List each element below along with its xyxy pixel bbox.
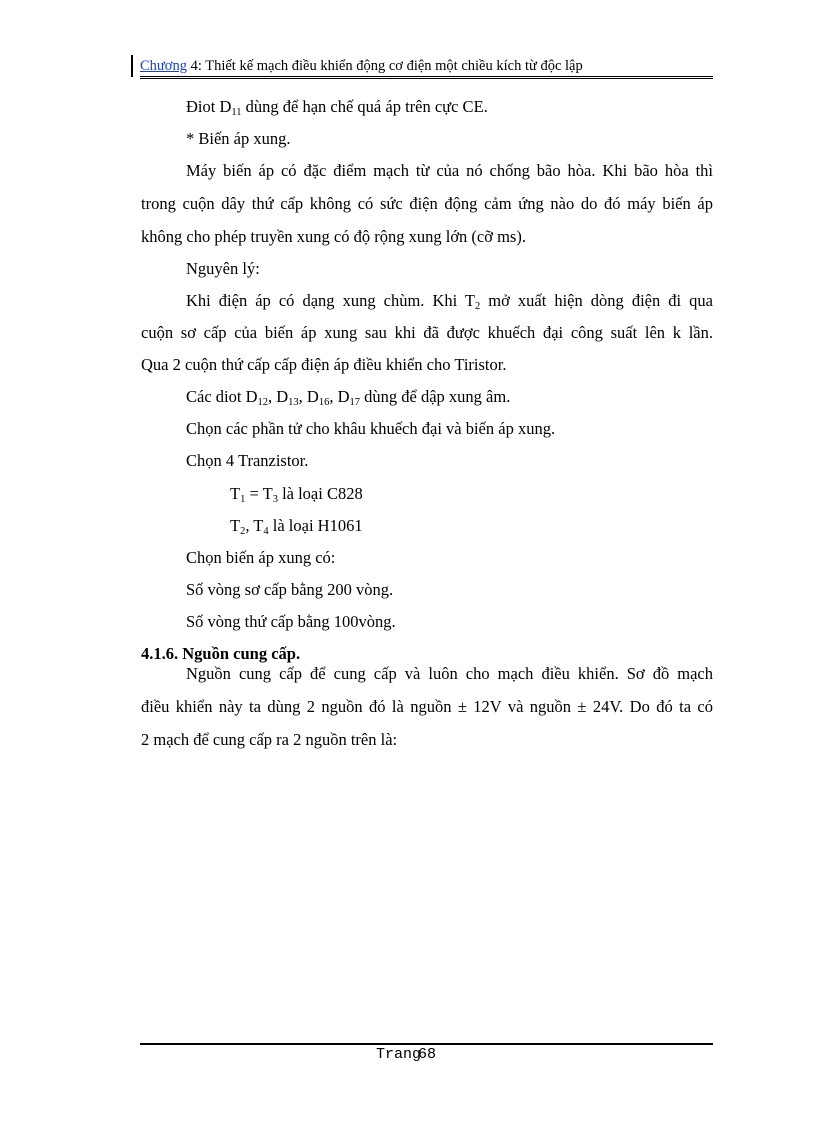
paragraph-line: Chọn 4 Tranzistor.: [186, 451, 309, 470]
paragraph-line: cuộn sơ cấp của biến áp xung sau khi đã được khuếch đại công suất lên k lần.: [141, 323, 713, 342]
paragraph-line: Nguồn cung cấp để cung cấp và luôn cho mạch điều khiển. Sơ đồ mạch: [186, 664, 713, 683]
header-margin-bar: [131, 55, 133, 77]
paragraph-line: Điot $D_{11}$ dùng để hạn chế quá áp trên cực CE.: [186, 97, 488, 118]
paragraph-line: Chọn biến áp xung có:: [186, 548, 336, 567]
header-rule-secondary: [140, 78, 713, 79]
paragraph-line: Qua 2 cuộn thứ cấp cấp điện áp điều khiển cho Tiristor.: [141, 355, 507, 374]
list-item: $T_2$, $T_4$ là loại H1061: [230, 516, 363, 537]
paragraph-line: điều khiển này ta dùng 2 nguồn đó là nguồn ± 12V và nguồn ± 24V. Do đó ta có: [141, 697, 713, 716]
page-header: [140, 57, 583, 75]
paragraph-line: Số vòng thứ cấp bằng 100vòng.: [186, 612, 396, 631]
page-label: Trang: [376, 1046, 422, 1063]
paragraph-line: Chọn các phần tử cho khâu khuếch đại và biến áp xung.: [186, 419, 556, 438]
paragraph-line: 2 mạch để cung cấp ra 2 nguồn trên là:: [141, 730, 398, 749]
section-heading: 4.1.6. Nguồn cung cấp.: [141, 644, 301, 663]
paragraph-line: Khi điện áp có dạng xung chùm. Khi $T_2$ mở xuất hiện dòng điện đi qua: [186, 291, 713, 312]
paragraph-line: Máy biến áp có đặc điểm mạch từ của nó chống bão hòa. Khi bão hòa thì: [186, 161, 713, 180]
paragraph-line: trong cuộn dây thứ cấp không có sức điện động cảm ứng nào do đó máy biến áp: [141, 194, 713, 213]
paragraph-line: Các diot $D_{12}$, $D_{13}$, $D_{16}$, $D_{17}$ dùng để dập xung âm.: [186, 387, 511, 408]
header-title: 4: Thiết kế mạch điều khiển động cơ điện một chiều kích từ độc lập: [186, 58, 583, 74]
chapter-link[interactable]: Chương: [140, 58, 187, 74]
paragraph-line: không cho phép truyền xung có độ rộng xung lớn (cỡ ms).: [141, 227, 526, 246]
paragraph-line: Nguyên lý:: [186, 259, 260, 278]
page-footer: [376, 1046, 436, 1064]
paragraph-line: Số vòng sơ cấp bằng 200 vòng.: [186, 580, 394, 599]
page-number: 68: [418, 1046, 437, 1063]
list-item: $T_1 = T_3$ là loại C828: [230, 484, 363, 505]
section-bullet: * Biến áp xung.: [186, 129, 291, 148]
footer-rule: [140, 1043, 713, 1045]
header-rule: [140, 76, 713, 77]
